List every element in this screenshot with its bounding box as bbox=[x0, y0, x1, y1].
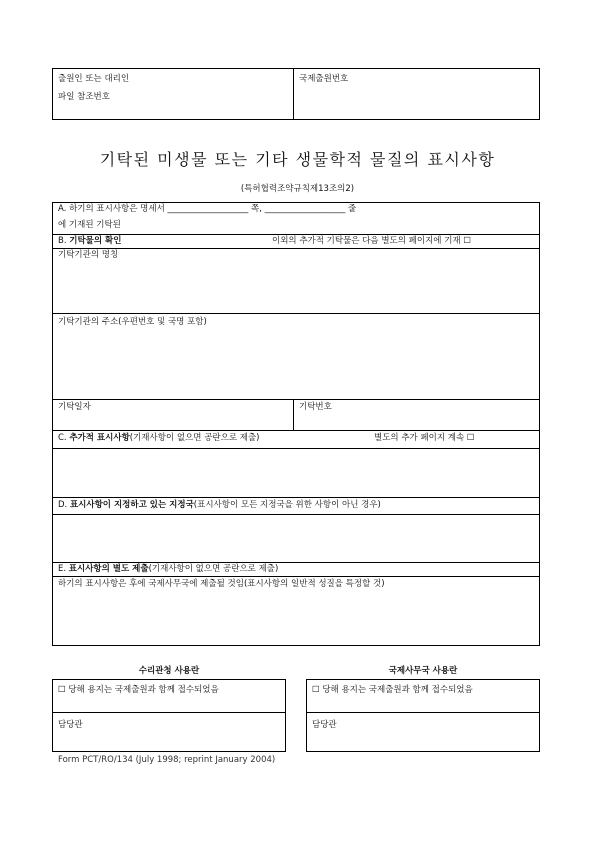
page-title: 기탁된 미생물 또는 기타 생물학적 물질의 표시사항 bbox=[99, 150, 496, 169]
section-a-text-2: 에 기재된 기탁된 bbox=[58, 220, 121, 230]
divider-c bbox=[52, 430, 540, 431]
page-subtitle: (특허협력조약규칙제13조의2) bbox=[240, 184, 355, 194]
ib-divider bbox=[306, 712, 540, 713]
ib-officer: 담당관 bbox=[312, 720, 337, 730]
ro-officer: 담당관 bbox=[58, 720, 83, 730]
section-b-title: 기탁물의 확인 bbox=[69, 236, 122, 246]
section-e-note: (기재사항이 없으면 공란으로 제출) bbox=[148, 564, 279, 574]
section-d-title: 표시사항이 지정하고 있는 지정국 bbox=[69, 500, 194, 510]
divider-b-date bbox=[52, 399, 540, 400]
header-divider bbox=[293, 68, 294, 120]
section-d-note: (표시사항이 모든 지정국을 위한 사항이 아닌 경우) bbox=[193, 500, 381, 510]
section-c-title: 추가적 표시사항 bbox=[69, 433, 130, 443]
divider-b-date-vertical bbox=[293, 399, 294, 430]
ro-divider bbox=[52, 712, 286, 713]
section-e-title: 표시사항의 별도 제출 bbox=[68, 564, 149, 574]
divider-e bbox=[52, 562, 540, 563]
applicant-ref-label-1: 출원인 또는 대리인 bbox=[58, 74, 130, 84]
divider-b bbox=[52, 234, 540, 235]
applicant-ref-label-2: 파일 참조번호 bbox=[58, 92, 110, 102]
divider-d bbox=[52, 497, 540, 498]
accession-no-label: 기탁번호 bbox=[299, 402, 332, 412]
ro-heading: 수리관청 사용란 bbox=[138, 666, 200, 676]
depository-address-label: 기탁기관의 주소(우편번호 및 국명 포함) bbox=[58, 317, 207, 327]
section-d-heading bbox=[58, 501, 381, 511]
section-c-label: C. bbox=[58, 433, 67, 443]
section-a-text-1 bbox=[58, 205, 356, 215]
section-a-label: A. bbox=[58, 204, 67, 214]
section-e-heading bbox=[58, 565, 278, 575]
divider-d-body bbox=[52, 514, 540, 515]
divider-e-body bbox=[52, 576, 540, 577]
form-footer: Form PCT/RO/134 (July 1998; reprint January 2004) bbox=[58, 755, 276, 765]
divider-c-body bbox=[52, 448, 540, 449]
depository-name-label: 기탁기관의 명칭 bbox=[58, 250, 119, 260]
section-b-label: B. bbox=[58, 236, 67, 246]
divider-b-address bbox=[52, 313, 540, 314]
section-c-note: (기재사항이 없으면 공란으로 제출) bbox=[129, 433, 260, 443]
section-e-text: 하기의 표시사항은 후에 국제사무국에 제출될 것임(표시사항의 일반적 성질을 특정할 것) bbox=[58, 579, 385, 589]
ib-heading: 국제사무국 사용란 bbox=[388, 666, 458, 676]
section-d-label: D. bbox=[58, 500, 68, 510]
intl-app-no-label: 국제출원번호 bbox=[299, 74, 349, 84]
section-e-label: E. bbox=[58, 564, 67, 574]
section-c-continued: 별도의 추가 페이지 계속 ☐ bbox=[374, 433, 475, 443]
ro-received: ☐ 당해 용지는 국제출원과 함께 접수되었음 bbox=[58, 685, 219, 695]
section-a-line: 하기의 표시사항은 명세서 ___________________ 쪽, ___________________ 줄 bbox=[69, 204, 357, 214]
ib-received: ☐ 당해 용지는 국제출원과 함께 접수되었음 bbox=[312, 685, 473, 695]
section-b-heading bbox=[58, 237, 121, 247]
divider-b-name bbox=[52, 248, 540, 249]
section-c-heading bbox=[58, 434, 259, 444]
section-b-note: 이외의 추가적 기탁물은 다음 별도의 페이지에 기재 ☐ bbox=[272, 236, 471, 246]
deposit-date-label: 기탁일자 bbox=[58, 402, 91, 412]
